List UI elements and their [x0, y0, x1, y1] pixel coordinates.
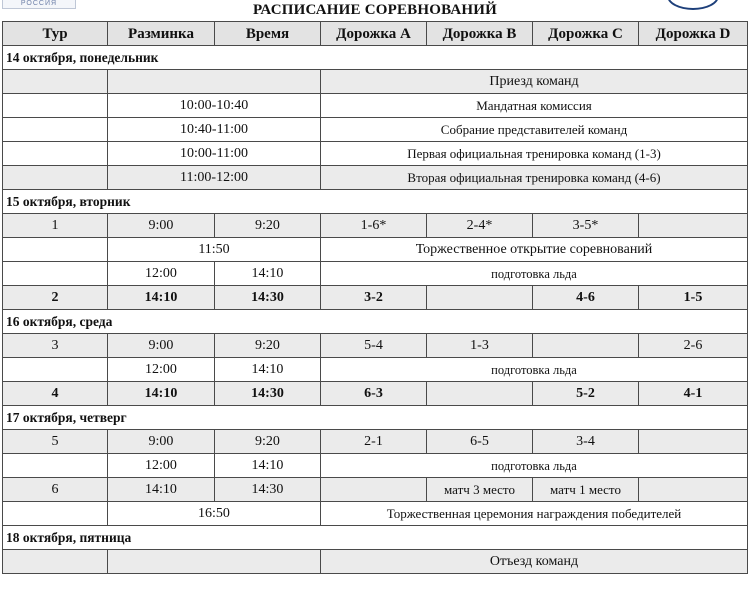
sheet-b-cell [427, 382, 533, 406]
col-header-sheet-b: Дорожка B [427, 22, 533, 46]
table-row [3, 262, 748, 286]
table-row [3, 142, 748, 166]
tour-cell: 1 [3, 214, 108, 238]
time-cell: 14:10 [215, 454, 321, 478]
tour-cell [3, 550, 108, 574]
tour-cell: 5 [3, 430, 108, 454]
table-row [3, 430, 748, 454]
sheet-a-cell: 6-3 [321, 382, 427, 406]
sheet-a-cell [321, 478, 427, 502]
day-row-thu [3, 406, 748, 430]
logo-left-text: РОССИЯ [20, 0, 58, 7]
table-row [3, 358, 748, 382]
time-cell: 14:30 [215, 478, 321, 502]
tour-cell [3, 454, 108, 478]
time-cell [108, 550, 321, 574]
table-row [3, 238, 748, 262]
day-label: 18 октября, пятница [3, 526, 748, 550]
table-row [3, 166, 748, 190]
time-cell: 14:10 [215, 262, 321, 286]
col-header-sheet-c: Дорожка C [533, 22, 639, 46]
sheet-c-cell [533, 334, 639, 358]
tour-cell [3, 238, 108, 262]
tour-cell [3, 358, 108, 382]
tour-cell: 4 [3, 382, 108, 406]
sheet-a-cell: 2-1 [321, 430, 427, 454]
sheet-a-cell: 1-6* [321, 214, 427, 238]
sheet-d-cell: 1-5 [639, 286, 748, 310]
tour-cell: 2 [3, 286, 108, 310]
day-label: 16 октября, среда [3, 310, 748, 334]
sheet-a-cell: 3-2 [321, 286, 427, 310]
day-label: 14 октября, понедельник [3, 46, 748, 70]
sheet-d-cell: 2-6 [639, 334, 748, 358]
event-cell: Отъезд команд [321, 550, 748, 574]
time-cell: 10:40-11:00 [108, 118, 321, 142]
event-cell: подготовка льда [321, 358, 748, 382]
table-row [3, 94, 748, 118]
day-label: 15 октября, вторник [3, 190, 748, 214]
sheet-b-cell: 1-3 [427, 334, 533, 358]
time-cell: 9:20 [215, 334, 321, 358]
tour-cell: 3 [3, 334, 108, 358]
sheet-d-cell [639, 214, 748, 238]
event-cell: Торжественное открытие соревнований [321, 238, 748, 262]
event-cell: Приезд команд [321, 70, 748, 94]
day-row-wed [3, 310, 748, 334]
time-cell: 14:30 [215, 382, 321, 406]
time-cell: 14:10 [215, 358, 321, 382]
warmup-cell: 14:10 [108, 478, 215, 502]
warmup-cell: 14:10 [108, 286, 215, 310]
sheet-d-cell [639, 478, 748, 502]
sheet-b-cell: матч 3 место [427, 478, 533, 502]
sheet-a-cell: 5-4 [321, 334, 427, 358]
time-cell: 11:00-12:00 [108, 166, 321, 190]
table-row [3, 502, 748, 526]
tour-cell [3, 166, 108, 190]
table-row [3, 70, 748, 94]
table-row [3, 382, 748, 406]
day-label: 17 октября, четверг [3, 406, 748, 430]
event-cell: Первая официальная тренировка команд (1-3) [321, 142, 748, 166]
warmup-cell: 12:00 [108, 262, 215, 286]
tour-cell [3, 94, 108, 118]
sheet-c-cell: матч 1 место [533, 478, 639, 502]
warmup-cell: 14:10 [108, 382, 215, 406]
time-cell: 9:20 [215, 430, 321, 454]
event-cell: Торжественная церемония награждения победителей [321, 502, 748, 526]
col-header-sheet-d: Дорожка D [639, 22, 748, 46]
event-cell: Вторая официальная тренировка команд (4-6) [321, 166, 748, 190]
sheet-d-cell: 4-1 [639, 382, 748, 406]
time-cell: 14:30 [215, 286, 321, 310]
table-row [3, 118, 748, 142]
col-header-sheet-a: Дорожка A [321, 22, 427, 46]
table-row [3, 286, 748, 310]
day-row-fri [3, 526, 748, 550]
sheet-c-cell: 3-5* [533, 214, 639, 238]
tour-cell [3, 118, 108, 142]
schedule-table [2, 21, 748, 574]
event-cell: Мандатная комиссия [321, 94, 748, 118]
day-row-mon [3, 46, 748, 70]
sheet-c-cell: 3-4 [533, 430, 639, 454]
warmup-cell: 12:00 [108, 358, 215, 382]
event-cell: Собрание представителей команд [321, 118, 748, 142]
table-row [3, 214, 748, 238]
sheet-b-cell: 6-5 [427, 430, 533, 454]
page-title: РАСПИСАНИЕ СОРЕВНОВАНИЙ [252, 2, 497, 18]
day-row-tue [3, 190, 748, 214]
table-row [3, 334, 748, 358]
time-cell: 16:50 [108, 502, 321, 526]
tour-cell [3, 142, 108, 166]
col-header-tour: Тур [3, 22, 108, 46]
tour-cell: 6 [3, 478, 108, 502]
warmup-cell: 9:00 [108, 214, 215, 238]
warmup-cell: 9:00 [108, 430, 215, 454]
time-cell: 11:50 [108, 238, 321, 262]
time-cell: 10:00-10:40 [108, 94, 321, 118]
table-row [3, 550, 748, 574]
time-cell: 10:00-11:00 [108, 142, 321, 166]
sheet-c-cell: 4-6 [533, 286, 639, 310]
event-cell: подготовка льда [321, 454, 748, 478]
tour-cell [3, 502, 108, 526]
warmup-cell: 9:00 [108, 334, 215, 358]
col-header-warmup: Разминка [108, 22, 215, 46]
table-row [3, 478, 748, 502]
event-cell: подготовка льда [321, 262, 748, 286]
header-row [3, 22, 748, 46]
sheet-b-cell [427, 286, 533, 310]
col-header-time: Время [215, 22, 321, 46]
tour-cell [3, 70, 108, 94]
sheet-b-cell: 2-4* [427, 214, 533, 238]
time-cell [108, 70, 321, 94]
sheet-d-cell [639, 430, 748, 454]
tour-cell [3, 262, 108, 286]
table-row [3, 454, 748, 478]
warmup-cell: 12:00 [108, 454, 215, 478]
time-cell: 9:20 [215, 214, 321, 238]
sheet-c-cell: 5-2 [533, 382, 639, 406]
